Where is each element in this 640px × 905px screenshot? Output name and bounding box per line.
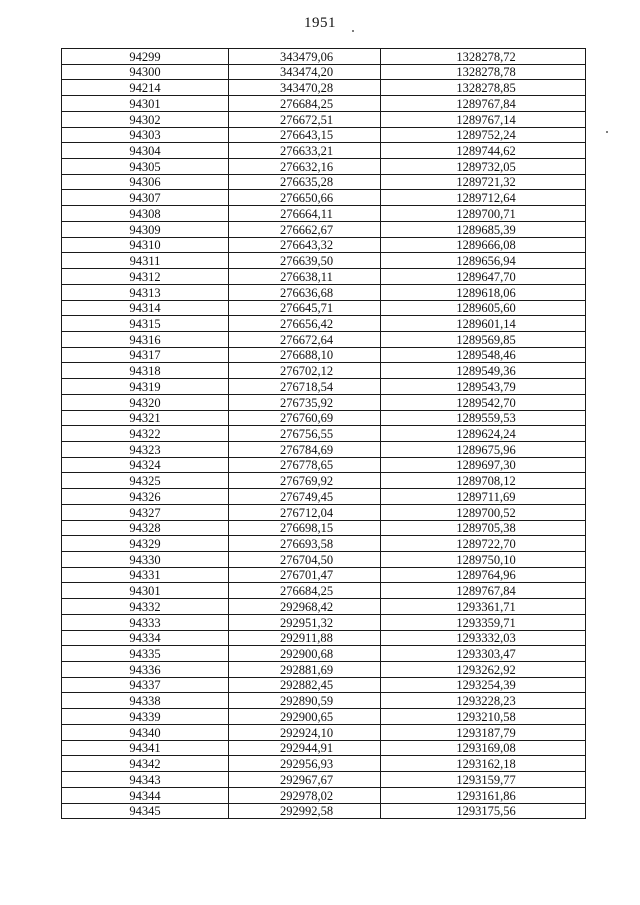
y-coordinate-cell: 1293159,77 [381, 772, 586, 788]
y-coordinate-cell: 1328278,78 [381, 64, 586, 80]
point-number-cell: 94326 [62, 489, 229, 505]
point-number-cell: 94320 [62, 394, 229, 410]
table-row [62, 552, 586, 568]
x-coordinate-cell: 276712,04 [229, 504, 381, 520]
y-coordinate-cell: 1289559,53 [381, 410, 586, 426]
y-coordinate-cell: 1293359,71 [381, 614, 586, 630]
y-coordinate-cell: 1293169,08 [381, 740, 586, 756]
x-coordinate-cell: 276756,55 [229, 426, 381, 442]
x-coordinate-cell: 276639,50 [229, 253, 381, 269]
point-number-cell: 94308 [62, 206, 229, 222]
point-number-cell: 94299 [62, 49, 229, 65]
point-number-cell: 94317 [62, 347, 229, 363]
point-number-cell: 94345 [62, 803, 229, 819]
x-coordinate-cell: 276662,67 [229, 221, 381, 237]
table-row [62, 159, 586, 175]
point-number-cell: 94338 [62, 693, 229, 709]
table-row [62, 49, 586, 65]
x-coordinate-cell: 276664,11 [229, 206, 381, 222]
point-number-cell: 94305 [62, 159, 229, 175]
x-coordinate-cell: 276688,10 [229, 347, 381, 363]
point-number-cell: 94310 [62, 237, 229, 253]
point-number-cell: 94325 [62, 473, 229, 489]
table-row [62, 614, 586, 630]
point-number-cell: 94319 [62, 379, 229, 395]
table-row [62, 489, 586, 505]
table-row [62, 190, 586, 206]
x-coordinate-cell: 276698,15 [229, 520, 381, 536]
table-row [62, 756, 586, 772]
table-row [62, 567, 586, 583]
x-coordinate-cell: 276645,71 [229, 300, 381, 316]
point-number-cell: 94337 [62, 677, 229, 693]
y-coordinate-cell: 1289712,64 [381, 190, 586, 206]
table-row [62, 174, 586, 190]
x-coordinate-cell: 276684,25 [229, 96, 381, 112]
x-coordinate-cell: 276760,69 [229, 410, 381, 426]
x-coordinate-cell: 292978,02 [229, 787, 381, 803]
table-row [62, 111, 586, 127]
x-coordinate-cell: 276784,69 [229, 441, 381, 457]
table-row [62, 253, 586, 269]
table-row [62, 662, 586, 678]
x-coordinate-cell: 292900,65 [229, 709, 381, 725]
point-number-cell: 94335 [62, 646, 229, 662]
y-coordinate-cell: 1289764,96 [381, 567, 586, 583]
point-number-cell: 94324 [62, 457, 229, 473]
point-number-cell: 94303 [62, 127, 229, 143]
y-coordinate-cell: 1289697,30 [381, 457, 586, 473]
x-coordinate-cell: 343474,20 [229, 64, 381, 80]
point-number-cell: 94315 [62, 316, 229, 332]
y-coordinate-cell: 1289666,08 [381, 237, 586, 253]
table-row [62, 410, 586, 426]
point-number-cell: 94321 [62, 410, 229, 426]
y-coordinate-cell: 1289675,96 [381, 441, 586, 457]
y-coordinate-cell: 1293228,23 [381, 693, 586, 709]
y-coordinate-cell: 1293175,56 [381, 803, 586, 819]
y-coordinate-cell: 1289752,24 [381, 127, 586, 143]
table-row [62, 677, 586, 693]
point-number-cell: 94323 [62, 441, 229, 457]
y-coordinate-cell: 1289708,12 [381, 473, 586, 489]
table-row [62, 127, 586, 143]
point-number-cell: 94329 [62, 536, 229, 552]
table-row [62, 457, 586, 473]
point-number-cell: 94341 [62, 740, 229, 756]
x-coordinate-cell: 292881,69 [229, 662, 381, 678]
table-row [62, 740, 586, 756]
y-coordinate-cell: 1293361,71 [381, 599, 586, 615]
table-row [62, 504, 586, 520]
x-coordinate-cell: 276735,92 [229, 394, 381, 410]
x-coordinate-cell: 292900,68 [229, 646, 381, 662]
y-coordinate-cell: 1293162,18 [381, 756, 586, 772]
coordinates-table-body [62, 49, 586, 819]
point-number-cell: 94330 [62, 552, 229, 568]
table-row [62, 787, 586, 803]
x-coordinate-cell: 276701,47 [229, 567, 381, 583]
y-coordinate-cell: 1289700,52 [381, 504, 586, 520]
point-number-cell: 94214 [62, 80, 229, 96]
page-number: 1951 [304, 15, 336, 31]
table-row [62, 441, 586, 457]
table-row [62, 709, 586, 725]
y-coordinate-cell: 1289732,05 [381, 159, 586, 175]
x-coordinate-cell: 343479,06 [229, 49, 381, 65]
y-coordinate-cell: 1328278,85 [381, 80, 586, 96]
table-row [62, 269, 586, 285]
point-number-cell: 94301 [62, 583, 229, 599]
point-number-cell: 94339 [62, 709, 229, 725]
table-row [62, 426, 586, 442]
table-row [62, 237, 586, 253]
x-coordinate-cell: 292882,45 [229, 677, 381, 693]
y-coordinate-cell: 1289705,38 [381, 520, 586, 536]
table-row [62, 64, 586, 80]
point-number-cell: 94302 [62, 111, 229, 127]
point-number-cell: 94304 [62, 143, 229, 159]
y-coordinate-cell: 1289542,70 [381, 394, 586, 410]
x-coordinate-cell: 276643,32 [229, 237, 381, 253]
y-coordinate-cell: 1289605,60 [381, 300, 586, 316]
x-coordinate-cell: 276684,25 [229, 583, 381, 599]
point-number-cell: 94306 [62, 174, 229, 190]
table-row [62, 80, 586, 96]
point-number-cell: 94331 [62, 567, 229, 583]
x-coordinate-cell: 276635,28 [229, 174, 381, 190]
y-coordinate-cell: 1289685,39 [381, 221, 586, 237]
x-coordinate-cell: 276702,12 [229, 363, 381, 379]
point-number-cell: 94311 [62, 253, 229, 269]
x-coordinate-cell: 276643,15 [229, 127, 381, 143]
point-number-cell: 94340 [62, 724, 229, 740]
table-row [62, 316, 586, 332]
point-number-cell: 94301 [62, 96, 229, 112]
y-coordinate-cell: 1289700,71 [381, 206, 586, 222]
x-coordinate-cell: 276633,21 [229, 143, 381, 159]
coordinates-table [61, 48, 586, 819]
x-coordinate-cell: 292944,91 [229, 740, 381, 756]
y-coordinate-cell: 1289767,84 [381, 583, 586, 599]
point-number-cell: 94332 [62, 599, 229, 615]
y-coordinate-cell: 1293187,79 [381, 724, 586, 740]
x-coordinate-cell: 276650,66 [229, 190, 381, 206]
table-row [62, 693, 586, 709]
x-coordinate-cell: 276656,42 [229, 316, 381, 332]
table-row [62, 363, 586, 379]
y-coordinate-cell: 1289601,14 [381, 316, 586, 332]
table-row [62, 473, 586, 489]
x-coordinate-cell: 276638,11 [229, 269, 381, 285]
y-coordinate-cell: 1289722,70 [381, 536, 586, 552]
table-row [62, 96, 586, 112]
point-number-cell: 94318 [62, 363, 229, 379]
x-coordinate-cell: 276632,16 [229, 159, 381, 175]
y-coordinate-cell: 1293332,03 [381, 630, 586, 646]
y-coordinate-cell: 1328278,72 [381, 49, 586, 65]
y-coordinate-cell: 1289767,84 [381, 96, 586, 112]
y-coordinate-cell: 1289569,85 [381, 331, 586, 347]
x-coordinate-cell: 292968,42 [229, 599, 381, 615]
table-row [62, 300, 586, 316]
point-number-cell: 94336 [62, 662, 229, 678]
table-row [62, 646, 586, 662]
y-coordinate-cell: 1289618,06 [381, 284, 586, 300]
point-number-cell: 94300 [62, 64, 229, 80]
x-coordinate-cell: 276718,54 [229, 379, 381, 395]
point-number-cell: 94314 [62, 300, 229, 316]
x-coordinate-cell: 276778,65 [229, 457, 381, 473]
point-number-cell: 94307 [62, 190, 229, 206]
x-coordinate-cell: 276704,50 [229, 552, 381, 568]
scan-speck [606, 131, 608, 133]
table-row [62, 394, 586, 410]
point-number-cell: 94343 [62, 772, 229, 788]
y-coordinate-cell: 1289624,24 [381, 426, 586, 442]
point-number-cell: 94334 [62, 630, 229, 646]
x-coordinate-cell: 276672,64 [229, 331, 381, 347]
table-row [62, 379, 586, 395]
y-coordinate-cell: 1289744,62 [381, 143, 586, 159]
point-number-cell: 94328 [62, 520, 229, 536]
scan-speck [352, 30, 354, 32]
x-coordinate-cell: 276672,51 [229, 111, 381, 127]
table-row [62, 583, 586, 599]
table-row [62, 724, 586, 740]
table-row [62, 331, 586, 347]
point-number-cell: 94316 [62, 331, 229, 347]
table-row [62, 284, 586, 300]
table-row [62, 221, 586, 237]
table-row [62, 803, 586, 819]
y-coordinate-cell: 1289543,79 [381, 379, 586, 395]
x-coordinate-cell: 292992,58 [229, 803, 381, 819]
table-row [62, 206, 586, 222]
y-coordinate-cell: 1289549,36 [381, 363, 586, 379]
x-coordinate-cell: 276769,92 [229, 473, 381, 489]
table-row [62, 520, 586, 536]
point-number-cell: 94344 [62, 787, 229, 803]
point-number-cell: 94333 [62, 614, 229, 630]
point-number-cell: 94342 [62, 756, 229, 772]
x-coordinate-cell: 276749,45 [229, 489, 381, 505]
y-coordinate-cell: 1289656,94 [381, 253, 586, 269]
y-coordinate-cell: 1293303,47 [381, 646, 586, 662]
x-coordinate-cell: 343470,28 [229, 80, 381, 96]
x-coordinate-cell: 292924,10 [229, 724, 381, 740]
x-coordinate-cell: 292951,32 [229, 614, 381, 630]
y-coordinate-cell: 1293210,58 [381, 709, 586, 725]
y-coordinate-cell: 1293161,86 [381, 787, 586, 803]
y-coordinate-cell: 1289750,10 [381, 552, 586, 568]
point-number-cell: 94309 [62, 221, 229, 237]
x-coordinate-cell: 292890,59 [229, 693, 381, 709]
table-row [62, 772, 586, 788]
point-number-cell: 94322 [62, 426, 229, 442]
x-coordinate-cell: 292967,67 [229, 772, 381, 788]
table-row [62, 599, 586, 615]
y-coordinate-cell: 1289767,14 [381, 111, 586, 127]
y-coordinate-cell: 1293262,92 [381, 662, 586, 678]
table-row [62, 630, 586, 646]
y-coordinate-cell: 1289647,70 [381, 269, 586, 285]
y-coordinate-cell: 1289548,46 [381, 347, 586, 363]
point-number-cell: 94327 [62, 504, 229, 520]
table-row [62, 536, 586, 552]
table-row [62, 347, 586, 363]
x-coordinate-cell: 276693,58 [229, 536, 381, 552]
x-coordinate-cell: 276636,68 [229, 284, 381, 300]
point-number-cell: 94312 [62, 269, 229, 285]
x-coordinate-cell: 292911,88 [229, 630, 381, 646]
y-coordinate-cell: 1293254,39 [381, 677, 586, 693]
x-coordinate-cell: 292956,93 [229, 756, 381, 772]
y-coordinate-cell: 1289711,69 [381, 489, 586, 505]
table-row [62, 143, 586, 159]
point-number-cell: 94313 [62, 284, 229, 300]
y-coordinate-cell: 1289721,32 [381, 174, 586, 190]
